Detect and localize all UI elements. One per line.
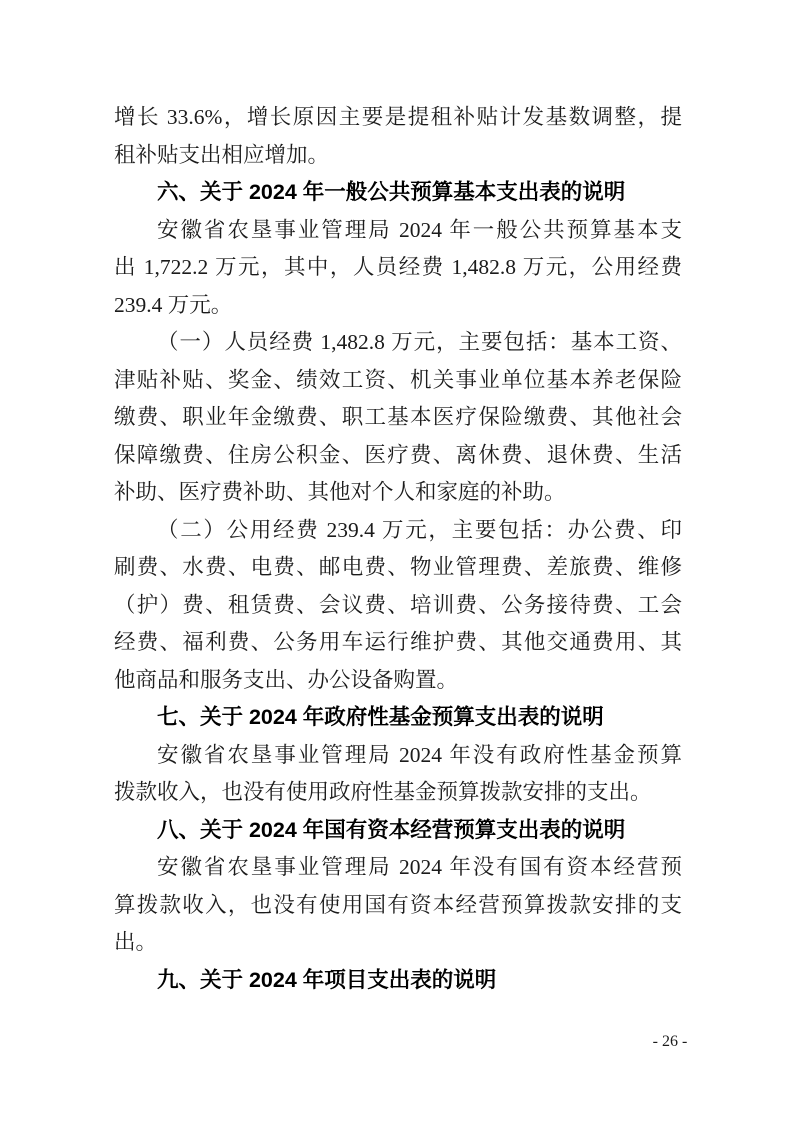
text-line: 租补贴支出相应增加。 xyxy=(114,142,330,167)
section-heading: 七、关于 2024 年政府性基金预算支出表的说明 xyxy=(157,705,604,729)
text-line: 缴费、职业年金缴费、职工基本医疗保险缴费、其他社会 xyxy=(114,405,682,429)
text-line: （二）公用经费 239.4 万元，主要包括：办公费、印 xyxy=(157,517,682,542)
text-line: （护）费、租赁费、会议费、培训费、公务接待费、工会 xyxy=(114,592,682,617)
section-heading: 八、关于 2024 年国有资本经营预算支出表的说明 xyxy=(157,817,626,842)
section-heading: 九、关于 2024 年项目支出表的说明 xyxy=(157,967,497,992)
text-line: 安徽省农垦事业管理局 2024 年没有国有资本经营预 xyxy=(157,855,682,879)
text-line: 保障缴费、住房公积金、医疗费、离休费、退休费、生活 xyxy=(114,442,682,467)
text-line: 出。 xyxy=(114,930,158,954)
text-line: （一）人员经费 1,482.8 万元，主要包括：基本工资、 xyxy=(157,330,682,354)
text-line: 经费、福利费、公务用车运行维护费、其他交通费用、其 xyxy=(114,630,682,654)
text-line: 239.4 万元。 xyxy=(114,292,233,317)
text-line: 拨款收入，也没有使用政府性基金预算拨款安排的支出。 xyxy=(114,780,652,804)
text-line: 增长 33.6%，增长原因主要是提租补贴计发基数调整，提 xyxy=(114,105,682,129)
text-line: 他商品和服务支出、办公设备购置。 xyxy=(114,667,459,692)
text-line: 安徽省农垦事业管理局 2024 年一般公共预算基本支 xyxy=(157,217,682,242)
text-line: 安徽省农垦事业管理局 2024 年没有政府性基金预算 xyxy=(157,742,682,767)
text-line: 出 1,722.2 万元，其中，人员经费 1,482.8 万元，公用经费 xyxy=(114,255,682,279)
page-body xyxy=(114,99,682,999)
section-heading: 六、关于 2024 年一般公共预算基本支出表的说明 xyxy=(157,180,626,204)
text-line: 刷费、水费、电费、邮电费、物业管理费、差旅费、维修 xyxy=(114,555,682,579)
text-line: 津贴补贴、奖金、绩效工资、机关事业单位基本养老保险 xyxy=(114,367,682,392)
page-number: - 26 - xyxy=(652,1033,688,1050)
text-line: 补助、医疗费补助、其他对个人和家庭的补助。 xyxy=(114,480,566,504)
text-line: 算拨款收入，也没有使用国有资本经营预算拨款安排的支 xyxy=(114,892,682,917)
